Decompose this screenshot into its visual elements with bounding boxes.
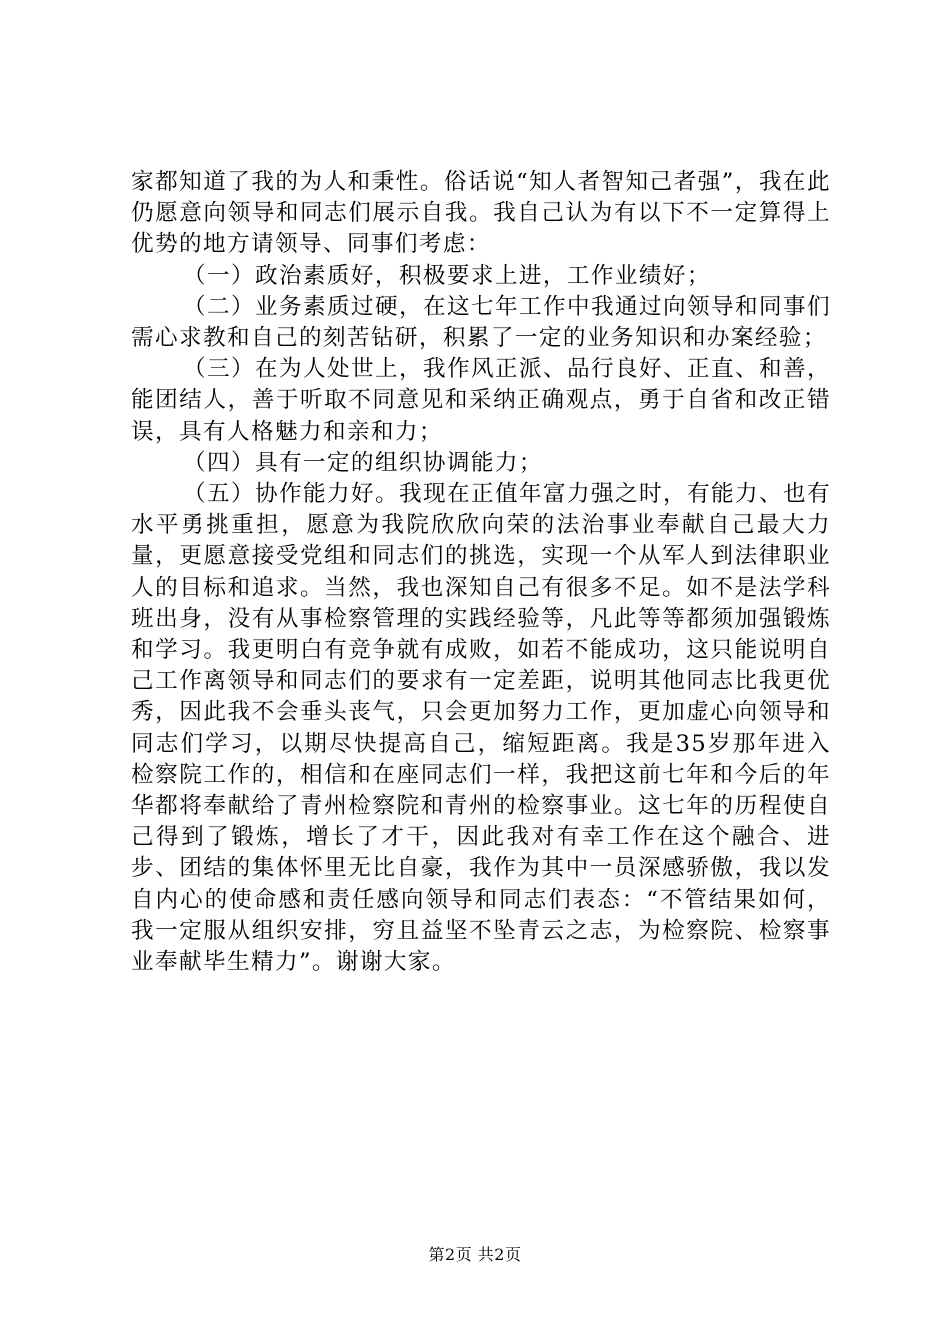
page-footer [0,1245,950,1265]
paragraph-point-3: （三）在为人处世上，我作风正派、品行良好、正直、和善，能团结人，善于听取不同意见和采纳正确观点，勇于自省和改正错误，具有人格魅力和亲和力； [131,356,831,445]
paragraph-point-4: （四）具有一定的组织协调能力； [182,449,543,476]
paragraph-intro: 家都知道了我的为人和秉性。俗话说“知人者智知己者强”，我在此仍愿意向领导和同志们展示自我。我自己认为有以下不一定算得上优势的地方请领导、同事们考虑： [131,169,831,258]
document-body [131,167,831,978]
paragraph-point-1: （一）政治素质好，积极要求上进，工作业绩好； [182,262,711,289]
paragraph-point-5: （五）协作能力好。我现在正值年富力强之时，有能力、也有水平勇挑重担，愿意为我院欣欣向荣的法治事业奉献自己最大力量，更愿意接受党组和同志们的挑选，实现一个从军人到法律职业人的目标和追求。当然，我也深知自己有很多不足。如不是法学科班出身，没有从事检察管理的实践经验等，凡此等等都须加强锻炼和学习。我更明白有竞争就有成败，如若不能成功，这只能说明自己工作离领导和同志们的要求有一定差距，说明其他同志比我更优秀，因此我不会垂头丧气，只会更加努力工作，更加虚心向领导和同志们学习，以期尽快提高自己，缩短距离。我是35岁那年进入检察院工作的，相信和在座同志们一样，我把这前七年和今后的年华都将奉献给了青州检察院和青州的检察事业。这七年的历程使自己得到了锻炼，增长了才干，因此我对有幸工作在这个融合、进步、团结的集体怀里无比自豪，我作为其中一员深感骄傲，我以发自内心的使命感和责任感向领导和同志们表态：“不管结果如何，我一定服从组织安排，穷且益坚不坠青云之志，为检察院、检察事业奉献毕生精力”。谢谢大家。 [131,481,831,976]
page-number: 第2页 共2页 [428,1245,522,1264]
paragraph-point-2: （二）业务素质过硬，在这七年工作中我通过向领导和同事们需心求教和自己的刻苦钻研，积累了一定的业务知识和办案经验； [131,293,831,352]
